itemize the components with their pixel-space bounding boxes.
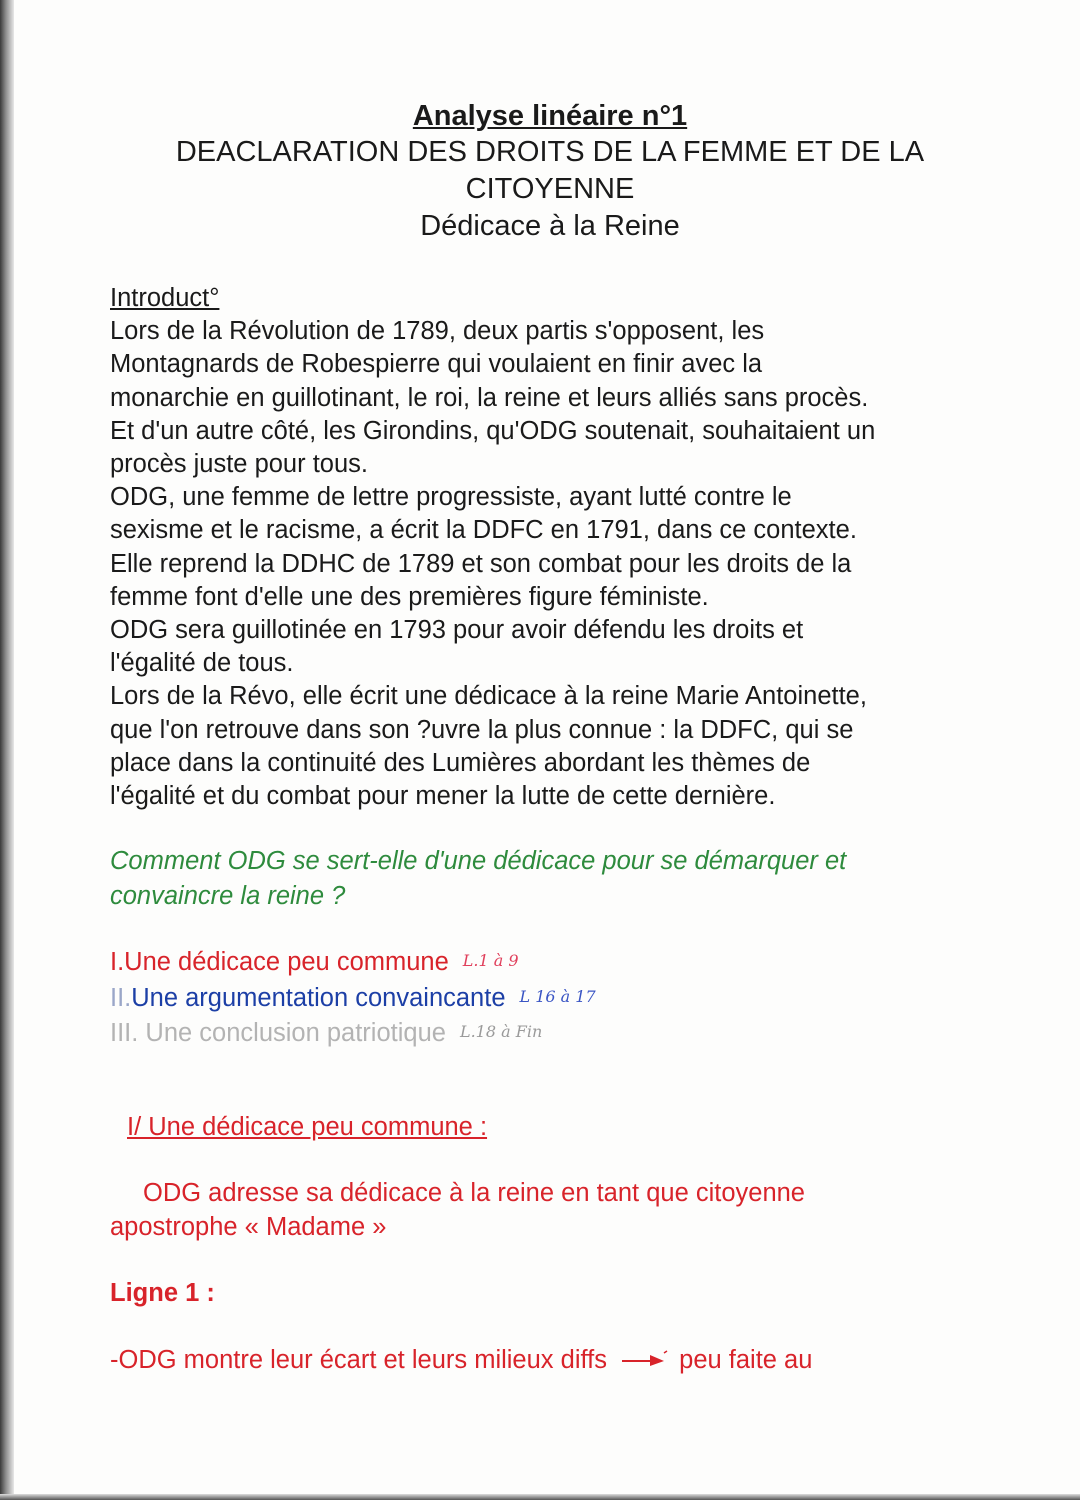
plan-item-2-text: Une argumentation convaincante [131,983,506,1012]
section-1-line-2: apostrophe « Madame » [110,1213,387,1241]
line-1-note-text-before: -ODG montre leur écart et leurs milieux diffs [110,1346,607,1374]
intro-line: monarchie en guillotinant, le roi, la reine et leurs alliés sans procès. [110,383,869,412]
intro-line: Lors de la Révolution de 1789, deux partis s'opposent, les [110,317,765,346]
plan-outline [110,944,1010,1051]
scan-edge-bottom [0,1494,1080,1500]
intro-line: Elle reprend la DDHC de 1789 et son combat pour les droits de la [110,549,852,578]
arrow-right-icon [620,1350,668,1370]
intro-line: l'égalité de tous. [110,649,294,678]
section-1-title: I/ Une dédicace peu commune : [127,1113,488,1141]
intro-line: Lors de la Révo, elle écrit une dédicace à la reine Marie Antoinette, [110,682,867,711]
line-1-note-text-after: peu faite au [679,1346,813,1374]
intro-line: l'égalité et du combat pour mener la lutte de cette dernière. [110,782,776,811]
line-1-label: Ligne 1 : [110,1279,215,1307]
plan-item-3 [110,1015,1010,1051]
plan-item-1 [110,944,1010,980]
plan-item-2 [110,980,1010,1016]
plan-item-1-note: L.1 à 9 [462,951,519,970]
intro-line: procès juste pour tous. [110,450,368,479]
intro-line: ODG, une femme de lettre progressiste, ayant lutté contre le [110,483,792,512]
introduction-heading: Introduct° [110,284,220,312]
intro-line: place dans la continuité des Lumières abordant les thèmes de [110,748,811,777]
question-line-1: Comment ODG se sert-elle d'une dédicace pour se démarquer et [110,847,847,875]
intro-line: que l'on retrouve dans son ?uvre la plus connue : la DDFC, qui se [110,715,854,744]
document-header [0,98,1080,245]
intro-line: Montagnards de Robespierre qui voulaient en finir avec la [110,350,763,379]
line-1-note [110,1343,1010,1377]
document-subtitle-line-2: CITOYENNE [465,173,635,205]
section-1-text [110,1176,1010,1244]
intro-line: ODG sera guillotinée en 1793 pour avoir défendu les droits et [110,616,804,645]
plan-item-2-number: II. [110,983,132,1012]
intro-line: sexisme et le racisme, a écrit la DDFC en 1791, dans ce contexte. [110,516,857,545]
introduction-section [110,282,1010,813]
document-title: Analyse linéaire n°1 [412,100,688,132]
plan-item-1-text: I.Une dédicace peu commune [110,948,449,976]
document-subtitle-line-3: Dédicace à la Reine [420,210,680,242]
plan-item-3-note: L.18 à Fin [459,1022,543,1041]
plan-item-3-text: III. Une conclusion patriotique [110,1019,446,1047]
intro-line: Et d'un autre côté, les Girondins, qu'ODG soutenait, souhaitaient un [110,416,876,445]
document-subtitle-line-1: DEACLARATION DES DROITS DE LA FEMME ET DE LA [175,136,925,168]
question-line-2: convaincre la reine ? [110,882,346,910]
section-1-line-1: ODG adresse sa dédicace à la reine en tant que citoyenne [143,1179,805,1207]
problematic-question [110,844,1010,914]
plan-item-2-note: L 16 à 17 [519,986,596,1006]
intro-line: femme font d'elle une des premières figure féministe. [110,582,709,611]
